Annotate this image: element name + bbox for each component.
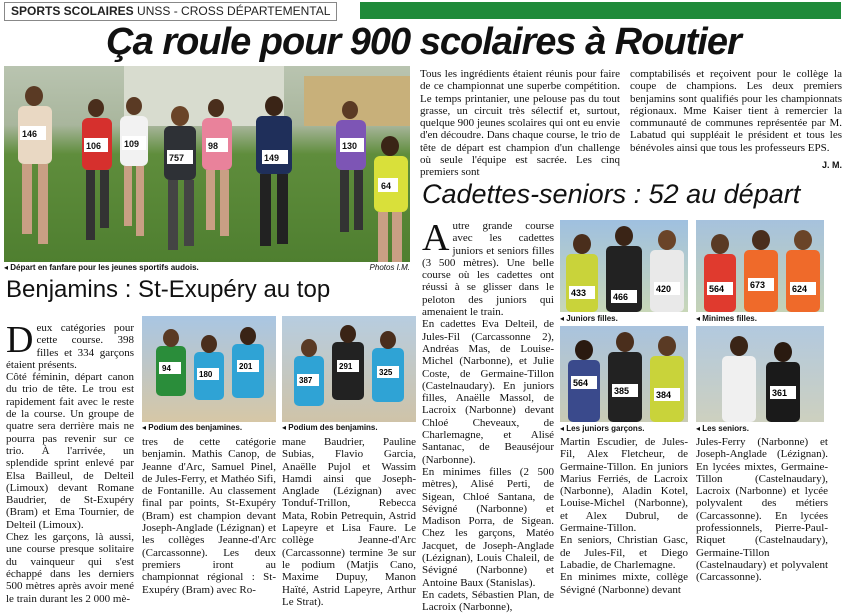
svg-text:291: 291	[339, 362, 353, 371]
svg-text:325: 325	[379, 368, 393, 377]
cadettes-column-1: A utre grande course avec les cadettes juniors et seniors filles (3 500 mètres). Une belle course où les cadettes ont réussi à se glisser dans le peloton des juniors qui amenaient le train. En cadettes Eva Delteil, de Jules-Fil (Carcassonne 2), Andréas Mas, de Louise-Michel (Narbonne), et Julie Coste, de Germaine-Tillon (Castelnaudary). En juniors filles, Anaëlle Massol, de Lacroix (Narbonne) devant Chloé Cheveaux, de Charlemagne, et Alisé Santanac, de Beauséjour (Narbonne). En minimes filles (2 500 mètres), Alisé Perti, de Sigean, Chloé Santana, de Sévigné (Narbonne) et Madison Porra, de Sigean. Chez les garçons, Matéo Jacquet, de Joseph-Anglade (Lézignan), Louis Chaleil, de Sévigné (Narbonne) et Antoine Baux (Stanislas). En cadets, Sébastien Plan, de Lacroix (Narbonne),	[422, 217, 554, 614]
svg-text:433: 433	[571, 288, 587, 298]
svg-text:361: 361	[772, 388, 788, 398]
rubric-label: SPORTS SCOLAIRES UNSS - CROSS DÉPARTEMENTAL	[4, 2, 337, 21]
benjamins-caption: ◂ Podium des benjamins.	[282, 423, 378, 432]
svg-text:564: 564	[709, 284, 725, 294]
bib-number: 149	[264, 153, 280, 163]
bib-number: 106	[86, 141, 102, 151]
main-photo-caption: ◂ Départ en fanfare pour les jeunes sportifs audois.	[4, 263, 199, 272]
drop-cap: D	[6, 319, 34, 361]
bib-number: 64	[381, 181, 392, 191]
svg-text:387: 387	[299, 376, 313, 385]
bib-number: 146	[22, 129, 38, 139]
juniors-garcons-photo	[560, 326, 688, 422]
svg-text:384: 384	[656, 390, 672, 400]
seniors-photo	[696, 326, 824, 422]
bib-number: 757	[169, 153, 185, 163]
cadettes-title: Cadettes-seniors : 52 au départ	[422, 179, 801, 209]
benjamines-podium-photo	[142, 316, 276, 422]
benjamins-column-2: tres de cette catégorie benjamin. Mathis Canop, de Jeanne d'Arc, Samuel Pinel, de Jules-Ferry, et Mathéo Sifi, de Fontanille. Au classement final par points, St-Exupéry (Bram) est champion devant Joseph-Anglade (Lézignan) et les collèges Jeanne-d'Arc (Carcassonne). Les deux premiers iront au championnat régional : St-Exupéry (Bram) avec Ro-	[142, 436, 276, 596]
juniors-filles-photo	[560, 220, 688, 312]
minimes-filles-photo	[696, 220, 824, 312]
intro-column-2: comptabilisés et reçoivent pour le collège la coupe de champions. Les deux premiers benjamins sont qualifiés pour les championnats régionaux. Mme Kaiser tient à remercier la communauté de communes représentée par M. Labatud qui suppléait le président et tous les bénévoles ainsi que tous les professeurs EPS.	[630, 68, 842, 154]
svg-text:564: 564	[573, 378, 589, 388]
photo-credit: Photos I.M.	[369, 263, 410, 272]
caption-marker: ◂	[4, 263, 11, 272]
cadettes-column-3: Jules-Ferry (Narbonne) et Joseph-Anglade (Lézignan). En lycées mixtes, Germaine-Tillon (Castelnaudary), Lacroix (Narbonne) et lycée polyvalent des métiers (Carcassonne). En lycées professionnels, Pierre-Paul-Riquet (Castelnaudary), Germaine-Tillon (Castelnaudary) et polyvalent (Carcassonne).	[696, 436, 828, 584]
cadettes-column-2: Martin Escudier, de Jules-Fil, Alex Fletcheur, de Germaine-Tillon. En juniors Marius Ferriés, de Lacroix (Narbonne), Aladin Kotel, Louise-Michel (Narbonne), et Alex Dubrul, de Germaine-Tillon. En seniors, Christian Gasc, de Jules-Fil, et Diego Labadie, de Charlemagne. En minimes mixte, collège Sévigné (Narbonne) devant	[560, 436, 688, 596]
bib-number: 109	[124, 139, 140, 149]
seniors-caption: ◂ Les seniors.	[696, 424, 749, 433]
benjamins-column-3: mane Baudrier, Pauline Subias, Flavio Garcia, Anaëlle Pujol et Wassim Hamdi ainsi que Joseph-Anglade (Lézignan) avec Tonduf-Trillon, Rebecca Mata, Robin Petrequin, Astrid Lapeyre et Lisa Faure. Le collège Jeanne-d'Arc (Carcassonne) termine 3e sur le podium (Matjis Cano, Maxime Dupuy, Manon Haïté, Astrid Lapeyre, Arthur Le Strat).	[282, 436, 416, 608]
svg-text:94: 94	[162, 364, 171, 373]
benjamins-podium-photo	[282, 316, 416, 422]
bib-number: 130	[342, 141, 358, 151]
drop-cap: A	[422, 217, 450, 259]
svg-text:624: 624	[792, 284, 808, 294]
rubric-bar	[360, 2, 841, 19]
section-rubric	[4, 2, 841, 19]
svg-text:385: 385	[614, 386, 630, 396]
bib-number: 98	[208, 141, 219, 151]
svg-text:673: 673	[750, 280, 766, 290]
svg-text:180: 180	[199, 370, 213, 379]
headline: Ça roule pour 900 scolaires à Routier	[106, 21, 741, 63]
benjamins-column-1: D eux catégories pour cette course. 398 filles et 334 garçons étaient présents. Côté féminin, départ canon du trio de tête. Le trou est rapidement fait avec le reste de la course. Un groupe de quatre sera derrière mais ne pourra pas revenir sur ce trio. À l'arrivée, un splendide sprint enlevé par Elsa Bailleul, de Delteil (Limoux) devant Romane Baudrier, de St-Exupéry (Bram) et Ema Tournier, de Delteil (Limoux). Chez les garçons, là aussi, une course presque solitaire du vainqueur qui s'est échappé dans les derniers 500 mètres après avoir mené le train durant les 2 000 mè-	[6, 319, 134, 605]
runners-illustration	[4, 66, 410, 262]
svg-text:201: 201	[239, 362, 253, 371]
benjamines-caption: ◂ Podium des benjamines.	[142, 423, 243, 432]
benjamins-title: Benjamins : St-Exupéry au top	[6, 276, 331, 303]
intro-column-1: Tous les ingrédients étaient réunis pour faire de ce championnat une superbe compétition. Le temps printanier, une pelouse pas du tout grasse, un circuit très sélectif et, surtout, quelque 900 jeunes scolaires qui ont eu envie d'en découdre. Dans chaque course, le trio de tête de départ est champion d'un challenge où seule l'équipe est sacrée. Les cinq premiers sont	[420, 68, 620, 179]
juniors-filles-caption: ◂ Juniors filles.	[560, 314, 618, 323]
svg-text:466: 466	[613, 292, 629, 302]
main-photo	[4, 66, 410, 262]
minimes-filles-caption: ◂ Minimes filles.	[696, 314, 757, 323]
signature: J. M.	[821, 160, 842, 170]
svg-text:420: 420	[656, 284, 672, 294]
juniors-garcons-caption: ◂ Les juniors garçons.	[560, 424, 645, 433]
